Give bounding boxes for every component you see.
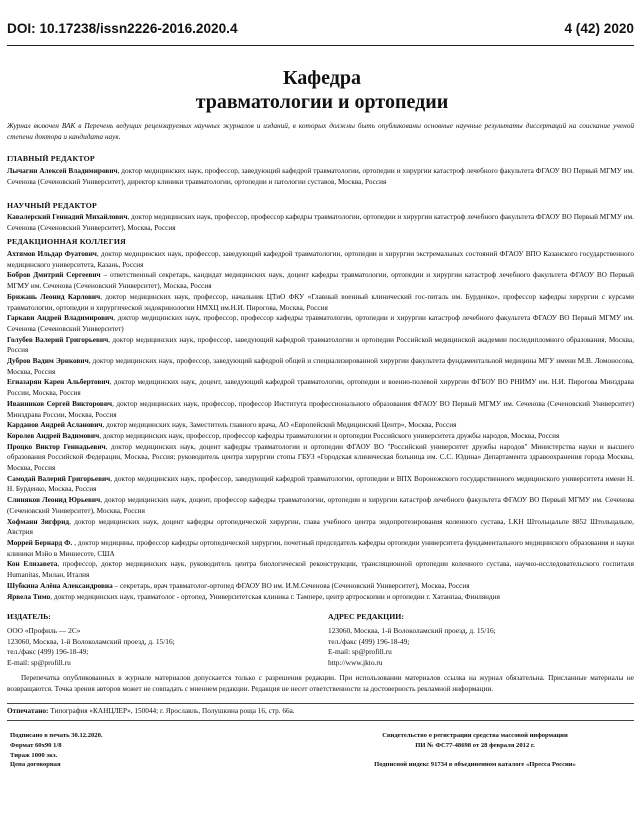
member-text: – ответственный секретарь, кандидат медицинских наук, доцент кафедры травматологии, ортопедии и хирургии катастроф лечебного факультета ФГАОУ ВО Первый МГМУ им. Сеченова (Сеченовский Университет), Москва, Россия xyxy=(7,271,634,291)
page-header xyxy=(7,13,634,43)
member-name: Гаркави Андрей Владимирович xyxy=(7,314,114,323)
address-block xyxy=(328,626,496,668)
issue-number: 4 (42) 2020 xyxy=(564,20,634,36)
address-heading: АДРЕС РЕДАКЦИИ: xyxy=(328,612,404,621)
science-editor-text: , доктор медицинских наук, профессор, профессор кафедры травматологии, ортопедии и хирургии катастроф лечебного факультета ФГАОУ ВО Первый МГМУ им. Сеченова (Сеченовский Университет), Москва, Россия xyxy=(7,213,634,232)
member-text: , доктор медицинских наук, профессор, заведующий кафедрой общей и специализированной хирургии факультета фундаментальной медицины МГУ имени М.В. Ломоносова, Москва, Россия xyxy=(7,357,634,376)
publisher-heading: ИЗДАТЕЛЬ: xyxy=(7,612,51,621)
board-member xyxy=(7,313,634,334)
member-name: Голубев Валерий Григорьевич xyxy=(7,335,109,344)
member-text: , доктор медицинских наук, профессор, начальник ЦТиО ФКУ «Главный военный клинический гос-питаль им. Бурденко», профессор кафедры хирургии с курсами травматологии, ортопедии и хирургической эндокринологии НМХЦ им.Н.И. Пирогова, Москва, Россия xyxy=(7,292,634,312)
printed-text: Типография «КАНЦЛЕР», 150044; г. Ярославль, Полушкина роща 16, стр. 66а. xyxy=(48,707,295,715)
member-text: , доктор медицинских наук, профессор, заведующий кафедрой травматологии и ортопедии Российской медицинской академии последипломного образования, Москва, Россия xyxy=(7,335,635,355)
board-member xyxy=(7,399,634,420)
board-member xyxy=(7,474,634,495)
member-text: , доктор медицинских наук, Заместитель главного врача, АО «Европейский Медицинский Центр», Москва, Россия xyxy=(102,421,457,430)
board-member xyxy=(7,356,634,377)
board-member xyxy=(7,495,634,516)
intro-text: Журнал включен ВАК в Перечень ведущих рецензируемых научных журналов и изданий, в которых должны быть опубликованы основные научные результаты диссертаций на соискание ученой степени доктора и кандидата наук. xyxy=(7,121,634,141)
member-name: Процко Виктор Геннадьевич xyxy=(7,442,106,451)
board-heading: РЕДАКЦИОННАЯ КОЛЛЕГИЯ xyxy=(7,237,126,246)
imprint-left xyxy=(10,731,103,770)
publisher-block xyxy=(7,626,175,668)
doi-label: DOI: 10.17238/issn2226-2016.2020.4 xyxy=(7,20,238,36)
board-list xyxy=(7,249,634,602)
member-text: , доктор медицинских наук, профессор, заведующий кафедрой травматологии, ортопедии и хирургии экстремальных состояний ФГАОУ ВПО Казанского государственного медицинского университета, Казань, Россия xyxy=(7,250,635,269)
member-name: Шубкина Алёна Александровна xyxy=(7,581,113,590)
address-line: 123060, Москва, 1-й Волоколамский проезд, д. 15/16; xyxy=(328,626,496,635)
spacer xyxy=(320,751,630,761)
board-member xyxy=(7,431,634,442)
website-link[interactable]: http://www.jkto.ru xyxy=(328,657,383,667)
page-title xyxy=(0,66,644,114)
board-member xyxy=(7,249,634,270)
board-member xyxy=(7,292,634,313)
chief-editor-name: Лычагин Алексей Владимирович xyxy=(7,167,118,175)
member-name: Иванников Сергей Викторович xyxy=(7,399,113,408)
imprint-line: Цена договорная xyxy=(10,761,61,769)
board-member xyxy=(7,517,634,538)
subscription-index: Подписной индекс 91734 в объединенном каталоге «Пресса России» xyxy=(374,761,576,769)
imprint-line: Формат 60х90 1/8 xyxy=(10,741,62,749)
member-name: Королев Андрей Вадимович xyxy=(7,431,100,440)
member-text: , доктор медицинских наук, профессор, профессор кафедры травматологии и ортопедии Российского университета дружбы народов, Москва, Россия xyxy=(99,431,560,440)
registration-line: Свидетельство о регистрации средства массовой информации xyxy=(382,732,568,739)
chief-editor-heading: ГЛАВНЫЙ РЕДАКТОР xyxy=(7,154,95,163)
board-member xyxy=(7,335,634,356)
member-text: , доктор медицинских наук, профессор, профессор кафедры травматологии, ортопедии и хирургии катастроф лечебного факультета ФГАОУ ВО Первый МГМУ им. Сеченова (Сеченовский Университет) xyxy=(7,314,634,333)
member-name: Брижань Леонид Карлович xyxy=(7,292,101,301)
board-member xyxy=(7,592,634,603)
board-member xyxy=(7,270,634,291)
member-name: Карданов Андрей Асланович xyxy=(7,421,103,430)
member-text: , доктор медицины, профессор кафедры ортопедической хирургии, почетный председатель кафедры ортопедии университета фундаментального медицинского образования и науки клиники Мэйо в Миннесоте, США xyxy=(7,538,634,558)
member-text: , доктор медицинских наук, профессор, заведующий кафедрой травматологии, ортопедии и ВПХ Воронежского государственного медицинского университета имени Н. Н. Бурденко, Москва, Россия xyxy=(7,474,635,494)
imprint-line: Подписано в печать 30.12.2020. xyxy=(10,732,103,739)
registration-number: ПИ № ФС77-48698 от 28 февраля 2012 г. xyxy=(415,741,535,749)
member-name: Слиняков Леонид Юрьевич xyxy=(7,496,101,505)
member-name: Бобров Дмитрий Сергеевич xyxy=(7,271,101,280)
board-member xyxy=(7,581,634,592)
member-text: , профессор, доктор медицинских наук, руководитель центра биологической реконструкции, трансляционной ортопедии коленного сустава, научно-исследовательского госпиталя Humanitas, Милан, Италия xyxy=(7,560,634,580)
publisher-line: 123060, Москва, 1-й Волоколамский проезд, д. 15/16; xyxy=(7,636,175,646)
member-text: , доктор медицинских наук, доцент кафедры ортопедической хирургии, глава учебного центра эндопротезирования коленного сустава, LKH Штольцальпе 8852 Штольцальпе, Австрия xyxy=(7,517,634,537)
science-editor-heading: НАУЧНЫЙ РЕДАКТОР xyxy=(7,201,97,210)
title-line-2: травматологии и ортопедии xyxy=(195,91,449,113)
member-name: Моррей Бернард Ф. xyxy=(7,538,73,547)
chief-editor-text: , доктор медицинских наук, профессор, заведующий кафедрой травматологии, ортопедии и хирургии катастроф лечебного факультета ФГАОУ ВО Первый МГМУ им. Сеченова (Сеченовский Университет), директор клиники травматологии, ортопедии и патологии суставов, Москва, Россия xyxy=(7,167,634,186)
address-line: E-mail: sp@profill.ru xyxy=(328,647,392,657)
member-name: Егиазарян Карен Альбертович xyxy=(7,378,110,387)
member-name: Дубров Вадим Эрикович xyxy=(7,357,89,366)
printed-label: Отпечатано: xyxy=(7,707,49,715)
notice-text: Перепечатка опубликованных в журнале материалов допускается только с разрешения редакции. При использовании материалов ссылка на журнал обязательна. Присланные материалы не возвращаются. Точка зрения авторов может не совпадать с мнением редакции. Редакция не несет ответственности за достоверность рекламной информации. xyxy=(7,674,634,693)
member-name: Кон Елизавета xyxy=(7,560,58,569)
member-name: Ярвела Тимо xyxy=(7,592,51,601)
member-name: Хофманн Зигфрид xyxy=(7,517,70,526)
divider xyxy=(7,720,634,721)
imprint-right xyxy=(320,731,630,770)
member-text: , доктор медицинских наук, доцент кафедры травматологии и ортопедии ФГАОУ ВО "Российский университет дружбы народов" Министерства науки и высшего образования Российской Федерации, Москва, Россия; руководитель центра хирургии стопы ГБУЗ «Городская клиническая больница им. С.С. Юдина» Департамента здравоохранения города Москвы, Москва, Россия xyxy=(7,442,634,473)
board-member xyxy=(7,377,634,398)
member-text: , доктор медицинских наук, доцент, заведующий кафедрой травматологии, ортопедии и военно-полевой хирургии ФГБОУ ВО РНИМУ им. Н.И. Пирогова Минздрава России, Москва, Россия xyxy=(7,378,634,398)
science-editor-entry xyxy=(7,212,634,233)
header-rule xyxy=(7,45,634,46)
member-text: , доктор медицинских наук, травматолог - ортопед, Университетская клиника г. Тампере, центр артроскопии и ортопедии г. Хатанпаа, Финляндия xyxy=(50,592,500,601)
address-line: тел./факс (499) 196-18-49; xyxy=(328,636,410,646)
member-text: , доктор медицинских наук, доцент, профессор кафедры травматологии, ортопедии и хирургии катастроф лечебного факультета ФГАОУ ВО Первый МГМУ им. Сеченова (Сеченовский Университет), Москва, Россия xyxy=(7,496,634,515)
printed-line xyxy=(7,706,634,717)
board-member xyxy=(7,420,634,431)
title-line-1: Кафедра xyxy=(283,67,361,89)
board-member xyxy=(7,442,634,474)
science-editor-name: Кавалерский Геннадий Михайлович xyxy=(7,213,128,221)
publisher-line: ООО «Профиль — 2С» xyxy=(7,626,81,635)
chief-editor-entry xyxy=(7,166,634,187)
member-name: Ахтямов Ильдар Фуатович xyxy=(7,250,97,258)
member-text: – секретарь, врач травматолог-ортопед ФГАОУ ВО им. И.М.Сеченова (Сеченовский Университет), Москва, Россия xyxy=(112,581,470,590)
imprint-line: Тираж 1000 экз. xyxy=(10,751,58,759)
publisher-line: тел./факс (499) 196-18-49; xyxy=(7,647,89,657)
member-name: Самодай Валерий Григорьевич xyxy=(7,474,111,483)
board-member xyxy=(7,559,634,580)
board-member xyxy=(7,538,634,559)
divider xyxy=(7,703,634,704)
publisher-line: E-mail: sp@profill.ru xyxy=(7,657,71,667)
member-text: , доктор медицинских наук, профессор, профессор Института профессионального образования ФГАОУ ВО Первый МГМУ им. Сеченова (Сеченовский Университет) Минздрава России, Москва, Россия xyxy=(7,399,634,419)
